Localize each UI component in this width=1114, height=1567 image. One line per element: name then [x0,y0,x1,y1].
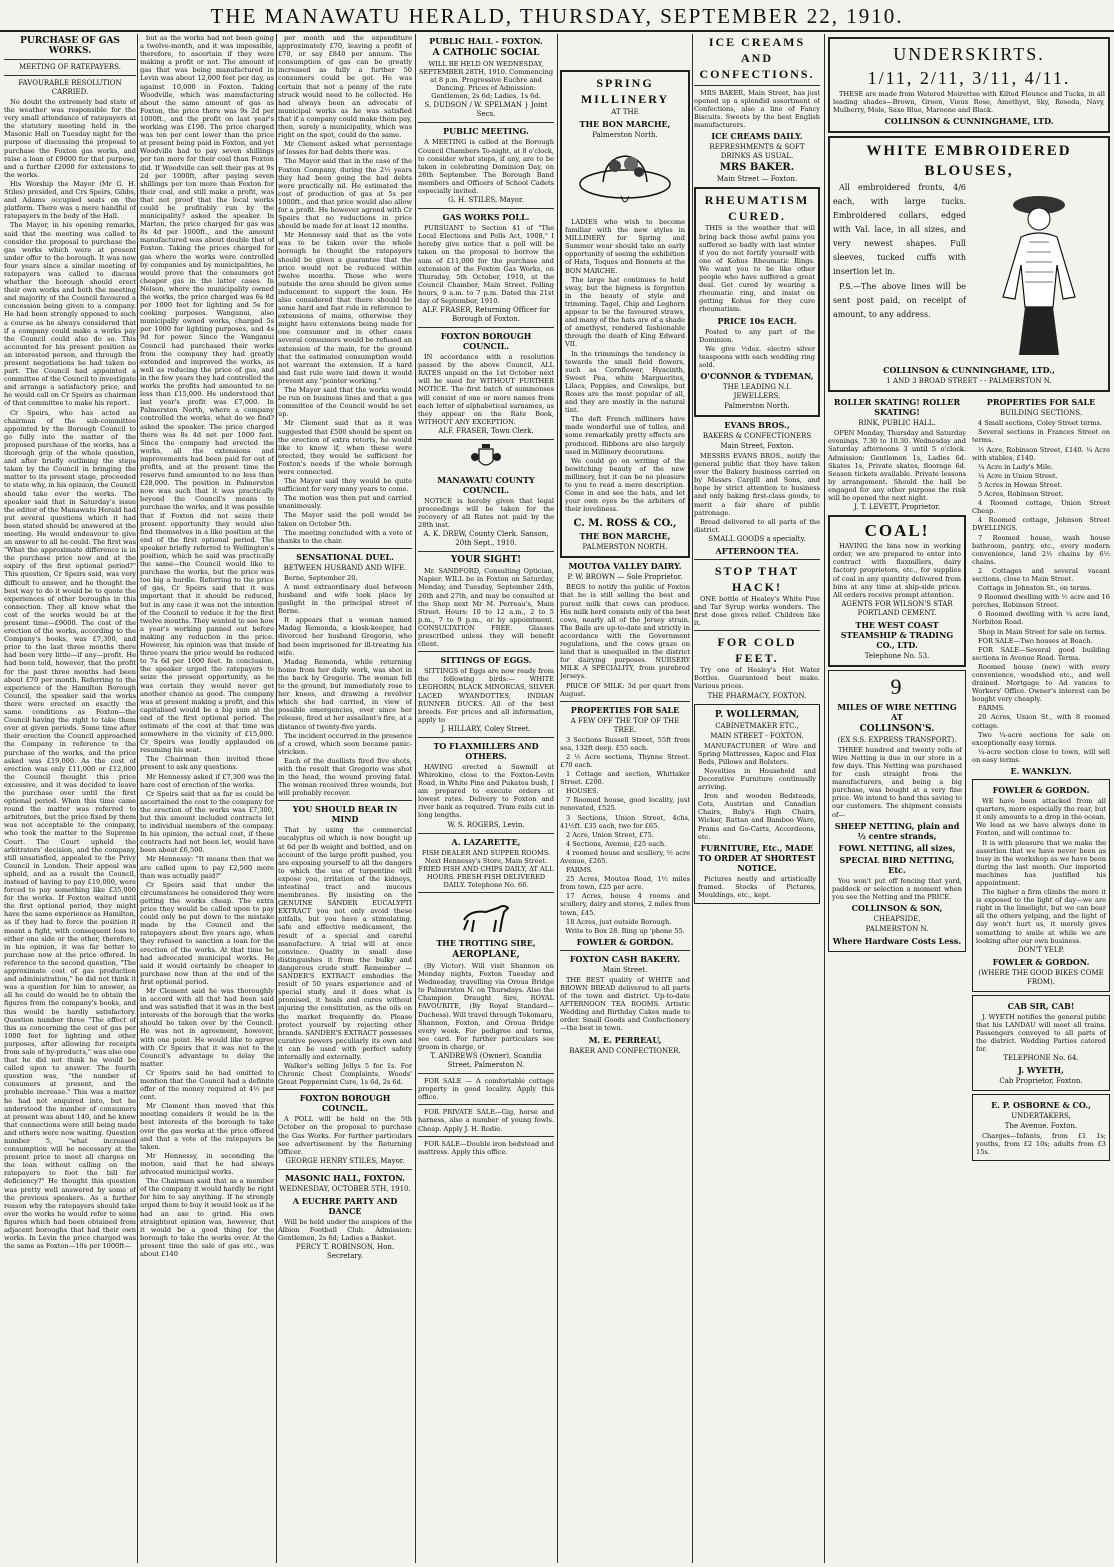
article-paragraph: The Mayor said that the works would be run on business lines and that a gas committee of the Council would be set up. [278,386,412,419]
notice-signature: GEORGE HENRY STILES, Mayor. [285,1156,405,1165]
property-list-item: 2 Cottages and several vacant sections, close to Main Street. [972,566,1110,583]
ad-text: P.S.—The above lines will be sent post paid, on receipt of amount, to any address. [833,282,966,320]
ad-text: THIS is the weather that will bring back those awful pains you suffered so badly with last winter if you do not fortify yourself with one of Kohus Rheumatic Rings. We want you to be like other people who have suffered a great deal. Get cured by wearing a rheumatic ring, and insist on getting Kohus for they cure rheumatism. [699,224,815,314]
notice-signature: G. H. STILES, Mayor. [448,196,524,205]
ad-subtitle: AT THE [611,108,639,116]
property-list-item: 4 Roomed cottage, Union Street Cheap. [972,499,1110,516]
ad-subtitle: PALMERSTON N. [865,924,929,933]
property-list-item: 4 roomed house and scullery, ½ acre Avenue, £265. [560,848,690,865]
ad-text: HAVING the bins now in working order, we are prepared to enter into contract with flaxmillers, dairy factory proprietors, etc., for supplies of coal in any quantity delivered from bins at any time at ship-side prices. All orders receive prompt attention. [833,542,961,599]
ad-text: SITTINGS of Eggs are now ready from the following birds:— WHITE LEGHORN, BLACK MINORCAS, SILVER LACED WYANDOTTES, INDIAN RUNNER DUCKS. All of the best breeds. For prices and all information, apply to [418,667,554,724]
ad-prices: 1/11, 2/11, 3/11, 4/11. [867,68,1071,88]
ad-title: COAL! [864,521,930,541]
ad-subtitle: Main Street, Foxton. [720,441,794,450]
notice-headline: FOXTON BOROUGH COUNCIL. [299,1093,391,1114]
notice-signature: A. K. DREW, County Clerk. Sanson, 20th Sept., 1910. [423,530,549,548]
article-paragraph: The Mayor said the poll would be taken on October 5th. [278,511,412,528]
ad-text: MRS BAKER, Main Street, has just opened up a splendid assortment of Confections, also a line of Fancy Biscuits. Sweets by the best English manufacturers. [694,89,820,130]
article-paragraph: Mr Hennessy asked if £7,300 was the bare cost of erection of the works. [140,772,274,789]
notice-text: Will be held under the auspices of the Albion Football Club. Admission: Gentlemen, 2s 6d; Ladies a Basket. [278,1217,412,1242]
ad-subtitle: The Avenue. Foxton. [1004,1122,1078,1131]
ad-text: Walker's selling Jellys 5 for 1s. For Chronic Chest Complaints, Woods' Great Peppermint Cure, 1s 6d, 2s 6d. [278,1062,412,1087]
ad-text: THREE hundred and twenty rolls of Wire Netting is due in our store in a few days. This Netting was purchased for cash straight from the manufacturers, and being a big purchase, was bought at a very fine price. We intend to hand this saving to our customers. The shipment consists of— [832,745,962,819]
ad-signature: J. HILLARY, Coley Street. [441,724,531,733]
article-paragraph: Cr Speirs said that under the circumstances he considered they were getting the works cheap. The extra price they would be called upon to pay could only be put down to the mistake made by the Council and the ratepayers about five years ago, when they refused to sanction a loan for the erection of the works. At that time he had advocated municipal works. He said it would certainly be cheaper to purchase now than at the end of the first optional period. [140,880,274,986]
ad-signature: FOWLER & GORDON. [992,956,1090,967]
article-paragraph: Mr Clement then moved that this meeting considers it would be in the best interests of the borough to take over the gas works at the price offered and that a vote of the ratepayers be taken. [140,1102,274,1151]
article-paragraph: but as the works had not been going a twelve-month, and it was impossible, therefore, to ascertain if they were making a profit or not. The amount of gas that was being manufactured in Levin was about 12,000 feet per day, as against 10,000 in Foxton. Taking Woodville, which was manufacturing about the same amount of gas as Foxton, the price there was 9s 2d per 1000ft., and the profit on last year's working was £198. The price charged was ten per cent lower than the price at present being paid in Foxton, and yet Woodville had to pay seven shillings per ton more for their coal than Foxton did. If Woodville can sell their gas at 9s 2d per 1000ft, after paying seven shillings per ton more than Foxton for their coal, and still make a profit, was that not proof that the local works could be profitably run by the municipality? asked the speaker. In Marton, the price charged for gas was 8s 4d per 1000ft., and the amount manufactured was about double that of Foxton. Taking the prices charged for gas where the works were controlled by companies and by municipalities, he would prove that the consumers got cheaper gas in the latter cases. In Nelson, where the municipality owned the works, the price charged was 6s 8d per 1000 feet for lighting and 5s for cooking purposes. Wanganui, also municipally owned works, charged 5s per 1000 for lighting purposes, and 4s 9d for power. Since the Wanganui Council had purchased their works from the company they had greatly extended and improved the works, as well as reducing the price of gas, and in the few years they had controlled the works the profits had amounted to no less than £15,000. He understood that last year's profit was £7,000. In Palmerston North, where a company controlled the works, what do we find? asked the speaker. The price charged there was 8s 4d net per 1000 feet. Since the company had erected the works, all the extensions and improvements had been paid for out of profits, and at the present time the reserve fund amounted to no less than £28,000. The position in Palmerston now was such that it was practically beyond the Council's means to purchase the works, and it was possible that if Foxton did not seize their present opportunity they would also find themselves in a like position at the end of the first optional period. The speaker briefly referred to Wellington's position, which he said was practically the same—the Council would like to purchase the works, but the price was too big a hurdle. Referring to the price of gas, Cr Speirs said that it was important that it should be reduced, but in any case it was not the intention of the Council to reduce it for the first twelve months. They wanted to see how a year's working panned out before making any reduction in the price. However, his opinion was that inside of three years the price would be reduced to 7s 6d per 1000 feet. In conclusion, the speaker urged the ratepayers to seize the present opportunity, as he was certain they would never get another chance as good. The company was at present making a profit, and this capitalised would be a big sum at the end of the first optional period. The estimate of the cost at that time was somewhere in the vicinity of £15,000. Cr Speirs was loudly applauded on resuming his seat. [140,34,274,755]
ad-subtitle: (EX S.S. EXPRESS TRANSPORT). [837,735,957,744]
property-list-item: 2 Acre, Union Street, £75. [566,830,654,839]
ad-text: Bread delivered to all parts of the district. [694,517,820,534]
notice-text: A MEETING is called at the Borough Council Chambers To-night, at 8 o'clock, to consider what steps, if any, are to be taken in celebrating Dominion Day, on 26th September. The Borough Band members and Officers of School Cadets especially invited. [418,138,554,196]
ad-tagline: Where Hardware Costs Less. [832,935,962,946]
ad-text: Iron and wooden Bedsteads, Cots, Austrian and Canadian Chairs, Baby's High Chairs, Wicker, Rattan and Bamboo Ware, Prams and Go-Carts, Accordeons, etc. [698,792,816,841]
coat-of-arms-icon [469,443,503,473]
notice-headline: PUBLIC MEETING. [443,126,529,137]
ad-text: OPEN Monday, Thursday and Saturday evenings, 7.30 to 10.30. Wednesday and Saturday afternoons 3 until 5 o'clock. Admission: Gentlemen 1s, Ladies 6d. Skates 1s, Private skates, floorage 6d. Season tickets available. Private lessons by arrangement. Should the hall be engaged for any other purpose the rink will be opened the next night. [828,429,966,503]
article-paragraph: per month and the expenditure approximately £70, leaving a profit of £70, or say £840 per annum. The consumption of gas can be greatly increased as fully a further 50 consumers could be got. He was certain that not a penny of the rate struck would need to be collected. He had always been an advocate of municipal works as he was satisfied that if a company could make them pay, then, surely a municipality, which was right on the spot, could do the same. [278,34,412,140]
ad-text: PRICE OF MILK: 3d per quart from August. [560,681,690,698]
ad-text: WE have been attacked from all quarters, more especially the rear, but it only amounts to a drop in the ocean. We lead as we have always done in Foxton, and will continue to. [976,797,1106,838]
ad-title: E. P. OSBORNE & CO., [991,1100,1091,1111]
property-list-item: Roomed house (new) with every convenience, woodshed etc., and well drained. Mortgage to Ad vances to Workers' Office. Owner's interest can be bought very cheaply. [972,662,1110,704]
ad-headline: A. LAZARETTE, [451,836,521,847]
property-list-item: ¼ Acre in Union Street. [978,471,1058,480]
wire-netting-ad [828,670,966,952]
property-list-item: 3 Sections, Union Street, 4chs, 41½ft. £35 each, two for £65. [560,813,690,830]
article-paragraph: The Mayor said they would be quite sufficient for very many years to come. [278,477,412,494]
duel-headline: SENSATIONAL DUEL. [296,551,394,562]
ad-subtitle: SHEEP NETTING, plain and ½ centre strands, [834,820,960,841]
ad-text: Mr. SANDFORD, Consulting Optician, Napier. WILL be in Foxton on Saturday, Monday, and Tuesday, September 24th, 26th and 27th, and may be consulted at the Shop next Mr M. Perreau's, Main Street. Hours: 10 to 12 a.m., 2 to 5 p.m., 7 to 9 p.m., or by appointment. CONSULTATION FREE. Glasses prescribed unless they will benefit client. [418,567,554,649]
ad-title: P. WOLLERMAN, [714,709,800,720]
property-list-item: 1 Cottage and section, Whittaker Street. £200. [560,770,690,787]
ad-headline: MOUTOA VALLEY DAIRY. [568,561,682,572]
ad-subtitle: ICE CREAMS DAILY. [711,131,803,142]
article-paragraph: The motion was then put and carried unanimously. [278,494,412,511]
column-7 [828,34,1110,1567]
property-list-item: ¼ Acre in Lady's Mile. [978,462,1054,471]
classified-ad: FOR SALE—Double iron bedstead and mattress. Apply this office. [418,1139,554,1156]
article-paragraph: Mr Clement said he was thoroughly in accord with all that had been said and was satisfied that it was in the best interests of the borough that the works should be taken over by the Council. He was not in agreement, however, with one point. He would like to agree with Cr Speirs that it was not to the Council's advantage to delay the matter. [140,986,274,1068]
ad-title: FOR COLD FEET. [717,635,797,666]
ad-text: The deft French milliners have made wonderful use of tulles, and some remarkably pretty effects are produced. Ribbons are also largely used in Millinery decorations. [565,415,685,456]
ad-address: 1 AND 3 BROAD STREET - - PALMERSTON N. [886,377,1052,386]
notice-headline: GAS WORKS POLL. [442,212,530,223]
ad-text: In the trimmings the tendency is towards the small field flowers, such as Cornflower, Hyacinth, Sweet Pea, white Marguerites, Lilacs, Poppies, and Cowslips, but Roses are the most popular of all, and they are mostly in the natural tint. [565,349,685,415]
ad-headline: ROLLER SKATING! ROLLER SKATING! [833,397,961,418]
notice-date: WEDNESDAY, OCTOBER 5TH, 1910. [279,1184,411,1193]
ad-text: BEGS to notify the public of Foxton that he is still selling the best and purest milk that cows can produce. His milk herd consists only of the best cows, nearly all of the Jersey strain. The Bails are up-to-date and strictly in accordance with the Government regulations, and the cows graze on land that is unequalled in the district for dairying purposes. NURSERY MILK A SPECIALITY, from purebred Jerseys. [560,583,690,681]
article-paragraph: The Chairman said that as a member of the company it would hardly be right for him to say anything. If he strongly urged them to buy it would look as if he had an axe to grind. His own straightout opinion was, however, that it would be a good thing for the borough to take the works over. At the present time the sale of gas etc., was about £140 [140,1177,274,1258]
article-paragraph: Berne, September 20. [284,573,358,582]
article-paragraph: The Mayor said that in the case of the Foxton Company, during the 2½ years they had been going the bad debts were practically nil. He estimated the cost of production of gas at 5s per 1000ft., and that price would also allow for a profit. He however agreed with Cr Speirs that no reductions in price should be made for at least 12 months. [278,157,412,231]
property-list [972,419,1110,764]
ad-title: RHEUMATISM CURED. [704,193,810,224]
ad-signature: O'CONNOR & TYDEMAN, [700,370,814,381]
ad-text: LADIES who wish to become familiar with the new styles in MILLINERY for Spring and Summer wear should take an early opportunity of seeing the exhibition of Hats, Toques and Bonnets at the BON MARCHE. [565,218,685,275]
hat-illustration-icon [575,144,675,214]
ad-subtitle: AFTERNOON TEA. [715,545,799,556]
column-rule [824,34,825,1563]
ad-text: All embroidered fronts, 4/6 each, with large tucks. Embroidered collars, edged with Val. lace, in all sizes, and very newest shapes. Full sleeves, tucked cuffs with insertion let in. [833,183,966,277]
column-1 [4,34,136,1567]
ad-text: (By Victor). Will visit Shannon on Monday nights, Foxton Tuesday and Wednesday, travelling via Oroua Bridge to Palmerston N. on Thursdays. Also the Champion Draught Sire, ROYAL FAVOURITE, (By Royal Standard—Duchess). Will travel through Tokomaru, Shannon, Foxton, and Oroua Bridge every week. For pedigree and terms, see card. For further particulars see groom in charge, or [418,962,554,1051]
ad-headline: YOUR SIGHT! [450,555,522,566]
property-list-item: Cottage in Johnston St., on terms. [978,584,1092,593]
ad-signature: M. E. PERREAU, [588,1034,662,1045]
notice-signature: S. DUDSON / W. SPELMAN } Joint Secs. [424,101,548,119]
column-rule [692,34,693,1563]
article-paragraph: The Chairman then invited those present to ask any questions. [140,755,274,772]
ad-title: MILES OF WIRE NETTING AT [837,701,957,722]
article-paragraph: Madag Remonda, while returning home from her daily work, was shot in the back by Gregorio. The woman fell to the ground, but immediately rose to her knees, and drawing a revolver which she had carried, in view of possible emergencies, ever since her release, fired at her assailant's fire, at a distance of twenty-five yards. [278,657,412,731]
property-list-item: 9 Roomed dwelling with ½ acre and 16 perches, Robinson Street. [972,593,1110,610]
ad-shop: THE BON MARCHE, [579,531,671,542]
ad-signature: FOWLER & GORDON. [576,936,674,947]
ad-title: BLOUSES, [924,163,1014,180]
article-paragraph: His Worship the Mayor (Mr G. H. Stiles) presided, and Crs Speirs, Gibbs, and Adams occupied seats on the platform. There was a mere handful of ratepayers in the body of the Hall. [4,179,136,221]
property-list-item: 4 Sections, Avenue, £25 each. [566,839,667,848]
ad-text: HAVING erected a Sawmill at Whirokino, close to the Foxton-Levin Road, in White Pine and Pukatea bush, I am prepared to execute orders at lowest rates. Delivery to Foxton and river bank as required. Tram rails cut in long lengths. [418,762,554,820]
ad-text: Charges—Infants, from £1 1s; youths, from £2 10s; adults from £3 15s. [976,1132,1106,1157]
duel-subhead: BETWEEN HUSBAND AND WIFE. [283,563,407,572]
ad-town: PALMERSTON NORTH. [582,543,668,552]
column-4 [418,34,554,1567]
notice-headline: MANAWATU COUNTY COUNCIL. [437,474,535,495]
property-list-item: 25 Acres, Moutoa Road, 1½ miles from town, £25 per acre. [560,875,690,892]
property-list-item: 5 Acres in Howan Street. [978,480,1063,489]
notice-text: A POLL will be held on the 5th October on the proposal to purchase the Gas Works. For further particulars see advertisement by the Returning Officer. [278,1115,412,1156]
notice-signature: PERCY T. ROBINSON, Hon. Secretary. [295,1243,395,1261]
ad-text: You won't put off fencing that yard, paddock or selection a moment when you see the Netting and the PRICE. [832,876,962,901]
ad-text: That by using the commercial eucalyptus oil which is now bought up at 6d per lb weight and bottled, and on account of the large profit pushed, you are exposing yourself to all the dangers to which the use of turpentine will expose you, irritation of the kidneys, intestinal tract and mucous membranes. By insisting on the GENUINE SANDER EUCALYPTI EXTRACT you not only avoid these pitfalls, but you have a stimulating, safe and effective medicament, the result of a special and careful manufacture. A trial will at once convince. Quality in small dose distinguishes it from the bulky and dangerous crude stuff. Remember — SANDER'S EXTRACT embodies the result of 50 years experience and of special study, and it does what is promised, it heals and cures without injuring the constitution, as the oils on the market frequently do. Please protect yourself by rejecting other brands. SANDER'S EXTRACT possesses curative powers peculiarly its own and it can be used with perfect safety internally and externally. [278,826,412,1061]
ad-subtitle: TELEPHONE No. 64. [1003,1054,1079,1063]
ad-text: Try one of Healey's Hot Water Bottles. Guaranteed best make. Various prices. [694,666,820,691]
notice-signature: ALF. FRASER, Town Clerk. [438,426,534,435]
article-paragraph: It appears that a woman named Madag Remonda, a kiosk-keeper, had divorced her husband Gregorio, who had been imprisoned for ill-treating his wife. [278,616,412,657]
ad-subtitle: AGENTS FOR WILSON'S STAR PORTLAND CEMENT. [841,599,953,617]
ad-subtitle: CABINETMAKER ETC., [715,721,799,730]
property-list-item: FARMS. [978,704,1005,713]
ad-title: AEROPLANE, [452,950,520,960]
notice-signature: ALF. FRASER, Returning Officer for Borough of Foxton. [422,306,550,324]
property-list-item: 18 Acres, just outside Borough. [566,917,672,926]
property-list-item: 4 Roomed cottage, Johnson Street DWELLINGS. [972,516,1110,533]
article-paragraph: Cr Speirs said he had omitted to mention that the Council had a definite offer of the money required at 4½ per cent. [140,1068,274,1102]
column-rule [557,34,558,1563]
property-list-item: 7 Roomed house, wash house bathroom, pantry, etc., every modern convenience, land 2½ chains by 6½ chains. [972,533,1110,566]
ad-title: CAB SIR, CAB! [1007,1000,1075,1011]
ad-text: MANUFACTURER of Wire and Spring Mattresses, Kapoc and Flax Beds, Pillows and Bolsters. [698,741,816,766]
ad-subtitle: FOWL NETTING, all sizes, [838,842,956,853]
classified-ad: FOR PRIVATE SALE—Gig, horse and harness, also a number of young fowls. Cheap. Apply J. H. Rodie. [418,1108,554,1133]
ad-tagline: (WHERE THE GOOD BIKES COME FROM). [978,968,1104,986]
article-paragraph: Each of the duellists fired five shots, with the result that Gregorio was shot in the head, the wound proving fatal. The woman received three wounds, but will probably recover. [278,756,412,798]
ad-text: Posted to any part of the Dominion. [699,327,815,344]
column-2 [140,34,274,1567]
property-list-item: 6 Roomed dwelling with ¼ acre land, Norbiton Road. [972,610,1110,627]
ad-text: THESE are made from Watered Moirettee with Kilted Flounce and Tucks, in all leading shades—Brown, Green, Vieux Rose, Amethyst, Sky, Reseda, Navy, Mulberry, Mole, Saxe Blue, Maroone and Black. [833,90,1105,115]
ad-subtitle: Cab Proprietor, Foxton. [999,1077,1083,1086]
ad-title: FOWLER & GORDON. [992,785,1090,796]
underskirts-ad [828,37,1110,133]
article-headline: PURCHASE OF GAS WORKS. [20,36,120,56]
column-rule [276,34,277,1563]
ad-headline: THE TROTTING SIRE, [436,938,536,948]
ad-subtitle: CHEAPSIDE, [873,914,921,923]
fowler-gordon-ad [972,779,1110,992]
ad-subtitle: DON'T YELP. [1017,945,1065,954]
article-paragraph: Mr Hennessy: "It means then that we are called upon to pay £2,500 more than was actually paid?" [140,855,274,880]
ad-subtitle: Main Street — Foxton. [716,175,798,184]
notice-headline: FOXTON BOROUGH COUNCIL. [440,331,532,352]
column-rule [137,34,138,1563]
ad-signature: COLLINSON & CUNNINGHAME, LTD., [883,365,1055,376]
property-list-item: 5 Acres, Robinson Street. [978,490,1064,499]
woman-blouse-illustration-icon [979,187,1099,357]
ad-signature: THE WEST COAST STEAMSHIP & TRADING CO., LTD. [840,619,954,650]
notice-headline: PUBLIC HALL - FOXTON. [429,36,543,46]
property-list-item: FOR SALE—Several good building sections in Avenue Road. Terms. [972,645,1110,662]
property-list-item: FARMS. [566,866,593,875]
property-list-item: ½ Acre, Robinson Street, £140. ¼ Acre with stables, £140. [972,445,1110,462]
ad-text: We give ½doz. electro silver teaspoons with each wedding ring sold. [699,344,815,369]
notice-headline: MASONIC HALL, FOXTON. [285,1172,405,1183]
property-list-item: ¼-acre section close to town, will sell on easy terms. [972,747,1110,764]
ad-text: The large hat continues to hold sway, but the bigness is forgotten in the beauty of style and trimming. Tagel, Chip and Leghorn appear to be the favoured straws, and many of the hats are of a shade of amethyst, rendered fashionable through the death of King Edward VII. [565,275,685,349]
coal-ad [828,515,966,667]
ad-subtitle: SMALL GOODS a specialty. [708,534,806,543]
ad-headline: EVANS BROS., [724,419,790,430]
notice-text: WILL BE HELD ON WEDNESDAY, SEPTEMBER 28TH, 1910. Commencing at 8 p.m. Progressive Euchre and Dancing. Prices of Admission: Gentlemen, 2s 6d; Ladies, 1s 6d. [418,60,554,101]
classified-ad: FOR SALE — A comfortable cottage property in good locality. Apply this office. [418,1077,554,1102]
ad-text: It is with pleasure that we make the assertion that we have never been as busy in the workshop as we have been during the last month. Our imported machines has justified his appointment. [976,838,1106,887]
notice-text: PURSUANT to Section 41 of "The Local Elections and Polls Act, 1908," I hereby give notice that a poll will be taken on the proposal to borrow the sum of £11,000 for the purchase and extension of the Foxton Gas Works, on Thursday, 5th October, 1910, at the Council Chamber, Main Street. Polling hours, 9 a.m. to 7 p.m. Dated this 21st day of September, 1910. [418,224,554,305]
article-paragraph: The meeting concluded with a vote of thanks to the chair. [278,528,412,545]
blouses-ad [828,136,1110,392]
ad-headline: PROPERTIES FOR SALE [570,704,680,715]
property-list-item: FOR SALE—Two houses at Beach. [978,636,1093,645]
ad-subtitle: A FEW OFF THE TOP OF THE TREE. [570,716,680,734]
ad-title: ICE CREAMS AND CONFECTIONS. [699,35,815,81]
wollerman-ad [694,704,820,904]
ad-number: 9 [890,673,904,699]
ad-subtitle: RINK, PUBLIC HALL. [858,419,936,428]
ad-subtitle: BAKERS & CONFECTIONERS [702,431,812,440]
ad-text: Pictures neatly and artistically framed. Stocks of Pictures, Mouldings, etc., kept. [698,874,816,899]
property-list-item: 3 Sections Russell Street, 55ft from sea, 132ft deep. £55 each. [560,735,690,752]
column-6 [694,34,820,1567]
ad-headline: PROPERTIES FOR SALE [986,397,1096,408]
masthead [0,0,1114,32]
article-paragraph: Cr Speirs said that as far as could be ascertained the cost to the company for the erection of the works was £7,300, but this amount included contracts let to individual members of the company. In his opinion, the actual cost, if these contracts had not been let, would have been about £6,500. [140,789,274,855]
property-list-item: Two ¼-acre sections for sale on exceptionally easy terms. [972,730,1110,747]
ad-title: UNDERSKIRTS. [893,44,1045,64]
undertakers-ad [972,1094,1110,1161]
ad-signature: J. WYETH, [1018,1065,1064,1076]
property-list-item: 2 ½ Acre sections, Thynne Street. £70 each. [560,752,690,769]
property-list-item: 4 Small sections, Coley Street terms. [978,419,1102,428]
ad-text: Write to Box 28. Ring up 'phone 55. [565,926,685,935]
property-list-item: Several sections in Frances Street on terms. [972,428,1110,445]
ad-text: THE BEST quality of WHITE and BROWN BREAD delivered to all parts of the town and district. Up-to-date AFTERNOON TEA ROOMS. Artistic Wedding and Birthday Cakes made to order. Small Goods and Confectionery—the best in town. [560,975,690,1033]
ad-town: Palmerston North. [724,401,790,410]
ad-headline: TO FLAXMILLERS AND OTHERS. [433,740,539,761]
ad-town: Palmerston North. [592,131,658,139]
article-paragraph: A most extraordinary duel between husband and wife took place by gaslight in the principal street of Berne. [278,582,412,616]
article-paragraph: Mr Clement said that as it was suggested that £500 should be spent on the erection of extra retorts, he would like to know if, when these were erected, they would be sufficient for Foxton's needs if the whole borough were connected. [278,419,412,476]
column-rule [415,34,416,1563]
ad-signature: MRS BAKER. [719,162,795,174]
property-list-item: 20 Acres, Union St., with 8 roomed cottage. [972,713,1110,730]
ad-subtitle: THE LEADING N.I. JEWELLERS, [722,382,792,400]
ad-subtitle: Telephone No. 53. [864,651,930,660]
property-list-item: Shop in Main Street for sale on terms. [978,627,1107,636]
article-subhead: MEETING OF RATEPAYERS. [19,63,121,71]
ad-text: J. WYETH notifies the general public that his LANDAU will meet all trains. Passengers conveyed to all parts of the district. Wedding Parties catered for. [976,1012,1106,1054]
ad-signature: THE PHARMACY, FOXTON. [707,691,807,700]
ad-price: PRICE 10s EACH. [717,315,797,326]
ad-text: ONE bottle of Healey's White Pine and Tar Syrup works wonders. The first dose gives relief. Children like it. [694,594,820,628]
ad-title: SPRING MILLINERY [580,76,670,106]
notice-text: NOTICE is hereby given that legal proceedings will be taken for the recovery of all Rates not paid by the 28th inst. [418,496,554,530]
ad-signature: T. ANDREWS (Owner), Scandia Street, Palmerston N. [430,1052,542,1070]
ad-signature: COLLINSON & CUNNINGHAME, LTD. [884,116,1054,127]
ad-subtitle: REFRESHMENTS & SOFT DRINKS AS USUAL. [709,143,805,161]
ad-headline: YOU SHOULD BEAR IN MIND [292,804,398,825]
ad-subtitle: Main Street. [602,965,648,974]
ad-subtitle: BAKER AND CONFECTIONER. [569,1046,681,1055]
masthead-title: THE MANAWATU HERALD, THURSDAY, SEPTEMBER 22, 1910. [210,4,904,28]
property-list-item: 7 Roomed house, good locality, just renovated, £525. [560,796,690,813]
notice-title: A CATHOLIC SOCIAL [432,48,540,58]
article-paragraph: Mr Clement asked what percentage of losses for bad debts there was. [278,140,412,157]
article-paragraph: Mr Hennessy, in seconding the motion, said that he had always advocated municipal works. [140,1151,274,1177]
ad-signature: E. WANKLYN. [1010,766,1072,777]
article-paragraph: The Mayor, in his opening remarks, said that the meeting was called to consider the proposal to purchase the gas works which were at present under offer to the borough. It was now four years since a similar meeting of ratepayers was called to discuss whether the borough should erect their own works and both the meeting and majority of the Council favoured a concession being given to a company. He had been strongly opposed to such a course as he always considered that if a company could make a works pay the Council could also do so. This accounted for his present position as an interested person, and through the present negotiations he had taken no part. The Council had appointed a committee of the Council to investigate and arrange a satisfactory price, and he would call on Cr Speirs as chairman of that committee to make his report. [4,221,136,408]
ad-text: We could go on writing of the bewitching beauty of the new millinery, but it can be no pleasure to you to read a mere description. Come in and see the hats, and let your own eyes be the arbiters of their loveliness. [565,456,685,514]
ad-text: Novelties in Household and Decorative Furniture continually arriving. [698,766,816,792]
article-subhead: FAVOURABLE RESOLUTION CARRIED. [18,79,122,96]
notice-text: IN accordance with a resolution passed by the above Council, ALL RATES unpaid on the 1st October next will be sued for WITHOUT FURTHER NOTICE. The first batch of summonses will consist of one or more names from each letter of alphabetical surnames, as they appear on the Rate Book, WITHOUT ANY EXCEPTION. [418,353,554,426]
notice-title: A EUCHRE PARTY AND DANCE [292,1195,398,1216]
ad-subtitle: FURNITURE, Etc., MADE TO ORDER AT SHORTEST NOTICE. [698,842,816,873]
ad-headline: SITTINGS OF EGGS. [440,655,532,666]
horse-icon [456,896,516,936]
property-list-item: 17 Acres, house 4 rooms and scullery, dairy and stores, 2 miles from town, £45. [560,892,690,917]
ad-subtitle: MAIN STREET - FOXTON. [710,731,804,740]
article-paragraph: Cr Speirs, who has acted as chairman of the sub-committee appointed by the Borough Council to go fully into the matter of the proposed purchase of the works, has a thorough grip of the whole question, and after briefly outlining the steps taken by the Council in bringing the matter to its present stage, proceeded to state why, in his opinion, the Council should take over the works. The speaker said that in Saturday's issue the editor of the Manawatu Herald had put several questions which it had been stated should be answered at the meeting. He would endeavour to give an answer to all he could. The first was "What the approximate difference is in the purchase price now and at the expiry of the first optional period?" This question, Cr Speirs said, was very difficult to answer, and he thought the best way to do it would be to quote the experiences of other boroughs in this connection. They all knew what the cost of the works would be at the present time—£9000. The cost of the erection of the works, according to the Company's books, was £7,300, and prior to the last three months there had been very little—if any—profit. He had been told, however, that the profit for the past three months had been about £70 per month. Referring to the experience of the Hamilton Borough Council, the speaker said the works there were erected on exactly the same conditions as Foxton—the Council having the right to take them over at given periods. Some time after their erection the Council approached the Company in reference to the purchase of the works, and the price asked was £19,000. As the cost of erection was only £11,000 or £12,000 the Council thought this price excessive, and it was decided to leave the purchase over until the first optional period. When this time came round the matter was referred to arbitrators, but the price fixed by them was not acceptable to the company, who took the matter to the Supreme Court. The Court upheld the arbitrators' decision, and the company, still unsatisfied, appealed to the Privy Council in London. Their appeal was upheld, and as a result the Council, instead of having to pay £19,000, were forced to pay something like £35,000 for the works. If Foxton waited until the first optional period, they might have the same experience as Hamilton, as if they had to force the position it meant a fight, with consequent loss to either one side or the other, therefore, in his opinion, it was far better to purchase now at the price offered. In reference to the second question, "The approximate cost of gas production and administration," he did not think it was a question for him to answer, as all he could do would be to obtain the figures from the company's books, and this would be hardly satisfactory. Question number three "The effect of this as concerning the cost of gas per 1000 feet for lighting and other purposes, after allowing for receipts from sale of by-products," was also one that he did not think he would be called upon to answer. The fourth question was, "the number of consumers at present, and the probable increase." This was a matter he had not enquired into, but he understood the number of consumers at present was about 140, and he knew that connections were still being made and others were now waiting. Question number 5, "what increased consumption will be necessary at the present price to meet all charges on the loan without calling on the ratepayers to foot the bill for deficiency?" He thought this question was pretty well answered by some of the previous speakers. As a further reason why the ratepayers should take over the works he would refer to some figures which had been obtained from adjacent boroughs that had their own works. In Levin the price charged was the same as Foxton—10s per 1000ft— [4,408,136,1251]
ad-subtitle: BUILDING SECTIONS. [999,409,1083,418]
ad-shop: THE BON MARCHE, [579,119,671,129]
ad-signature: C. M. ROSS & CO., [573,518,677,530]
ad-subtitle: P. W. BROWN — Sole Proprietor. [567,573,683,582]
ad-shop: COLLINSON'S. [859,723,935,734]
ad-signature: W. S. ROGERS, Levin. [447,820,525,829]
article-paragraph: Mr Hennessy said that as the vote was to be taken over the whole borough he thought the ratepayers should be given a guarantee that the price would not be reduced within twelve months. Those who were outside the area should be given some inducement to support the loan. He also considered that there should be some hard and fast rule in reference to extensions of mains, otherwise they might have extensions being made for one consumer and in other cases several consumers would be refused an extension of the main, for the ground that the estimated consumption would not warrant the extension. If a hard and fast rule were laid down it would prevent any "pointer working." [278,231,412,385]
ad-title: STOP THAT HACK! [714,563,800,594]
ad-text: MESSRS EVANS BROS., notify the general public that they have taken over the Bakery business carried on by Messrs Cargill and Sons, and hope by strict attention to business and only baking first-class goods, to merit a fair share of public patronage. [694,451,820,517]
ad-headline: FOXTON CASH BAKERY. [569,953,681,964]
column-3 [278,34,412,1567]
ad-text: The higher a firm climbs the more it is exposed to the light of day—we are right in the limelight, but we can bear all the others yelping, and the light of day won't hurt us, it merely gives something to smile at while we are looking after our own business. [976,888,1106,945]
ad-signature: COLLINSON & SON, [851,902,943,913]
ad-subtitle: SPECIAL BIRD NETTING, Etc. [839,854,955,875]
column-5 [560,34,690,1567]
article-paragraph: The incident occurred in the presence of a crowd, which soon became panic-stricken. [278,731,412,756]
property-list [560,736,690,926]
millinery-ad [560,70,690,558]
ad-title: WHITE EMBROIDERED [866,143,1072,160]
rheumatism-ad [694,187,820,417]
cab-ad [972,995,1110,1091]
ad-text: FISH DEALER AND SUPPER ROOMS. Next Hennessy's Store, Main Street. FRIED FISH AND CHIPS DAILY, AT ALL HOURS. FRESH FISH DELIVERED DAILY. Telephone No. 66. [418,848,554,889]
ad-subtitle: UNDERTAKERS, [1011,1112,1071,1121]
article-paragraph: No doubt the extremely bad state of the weather was responsible for the very small attendance of ratepayers at the statutory meeting held in the Masonic Hall on Tuesday night for the purpose of discussing the proposal to purchase the Foxton gas works, and raise a loan of £9000 for that purpose, and a further £2000 for extensions to the works. [4,98,136,179]
property-list-item: HOUSES. [566,787,599,796]
ad-signature: J. T. LEVETT, Proprietor. [854,503,940,512]
